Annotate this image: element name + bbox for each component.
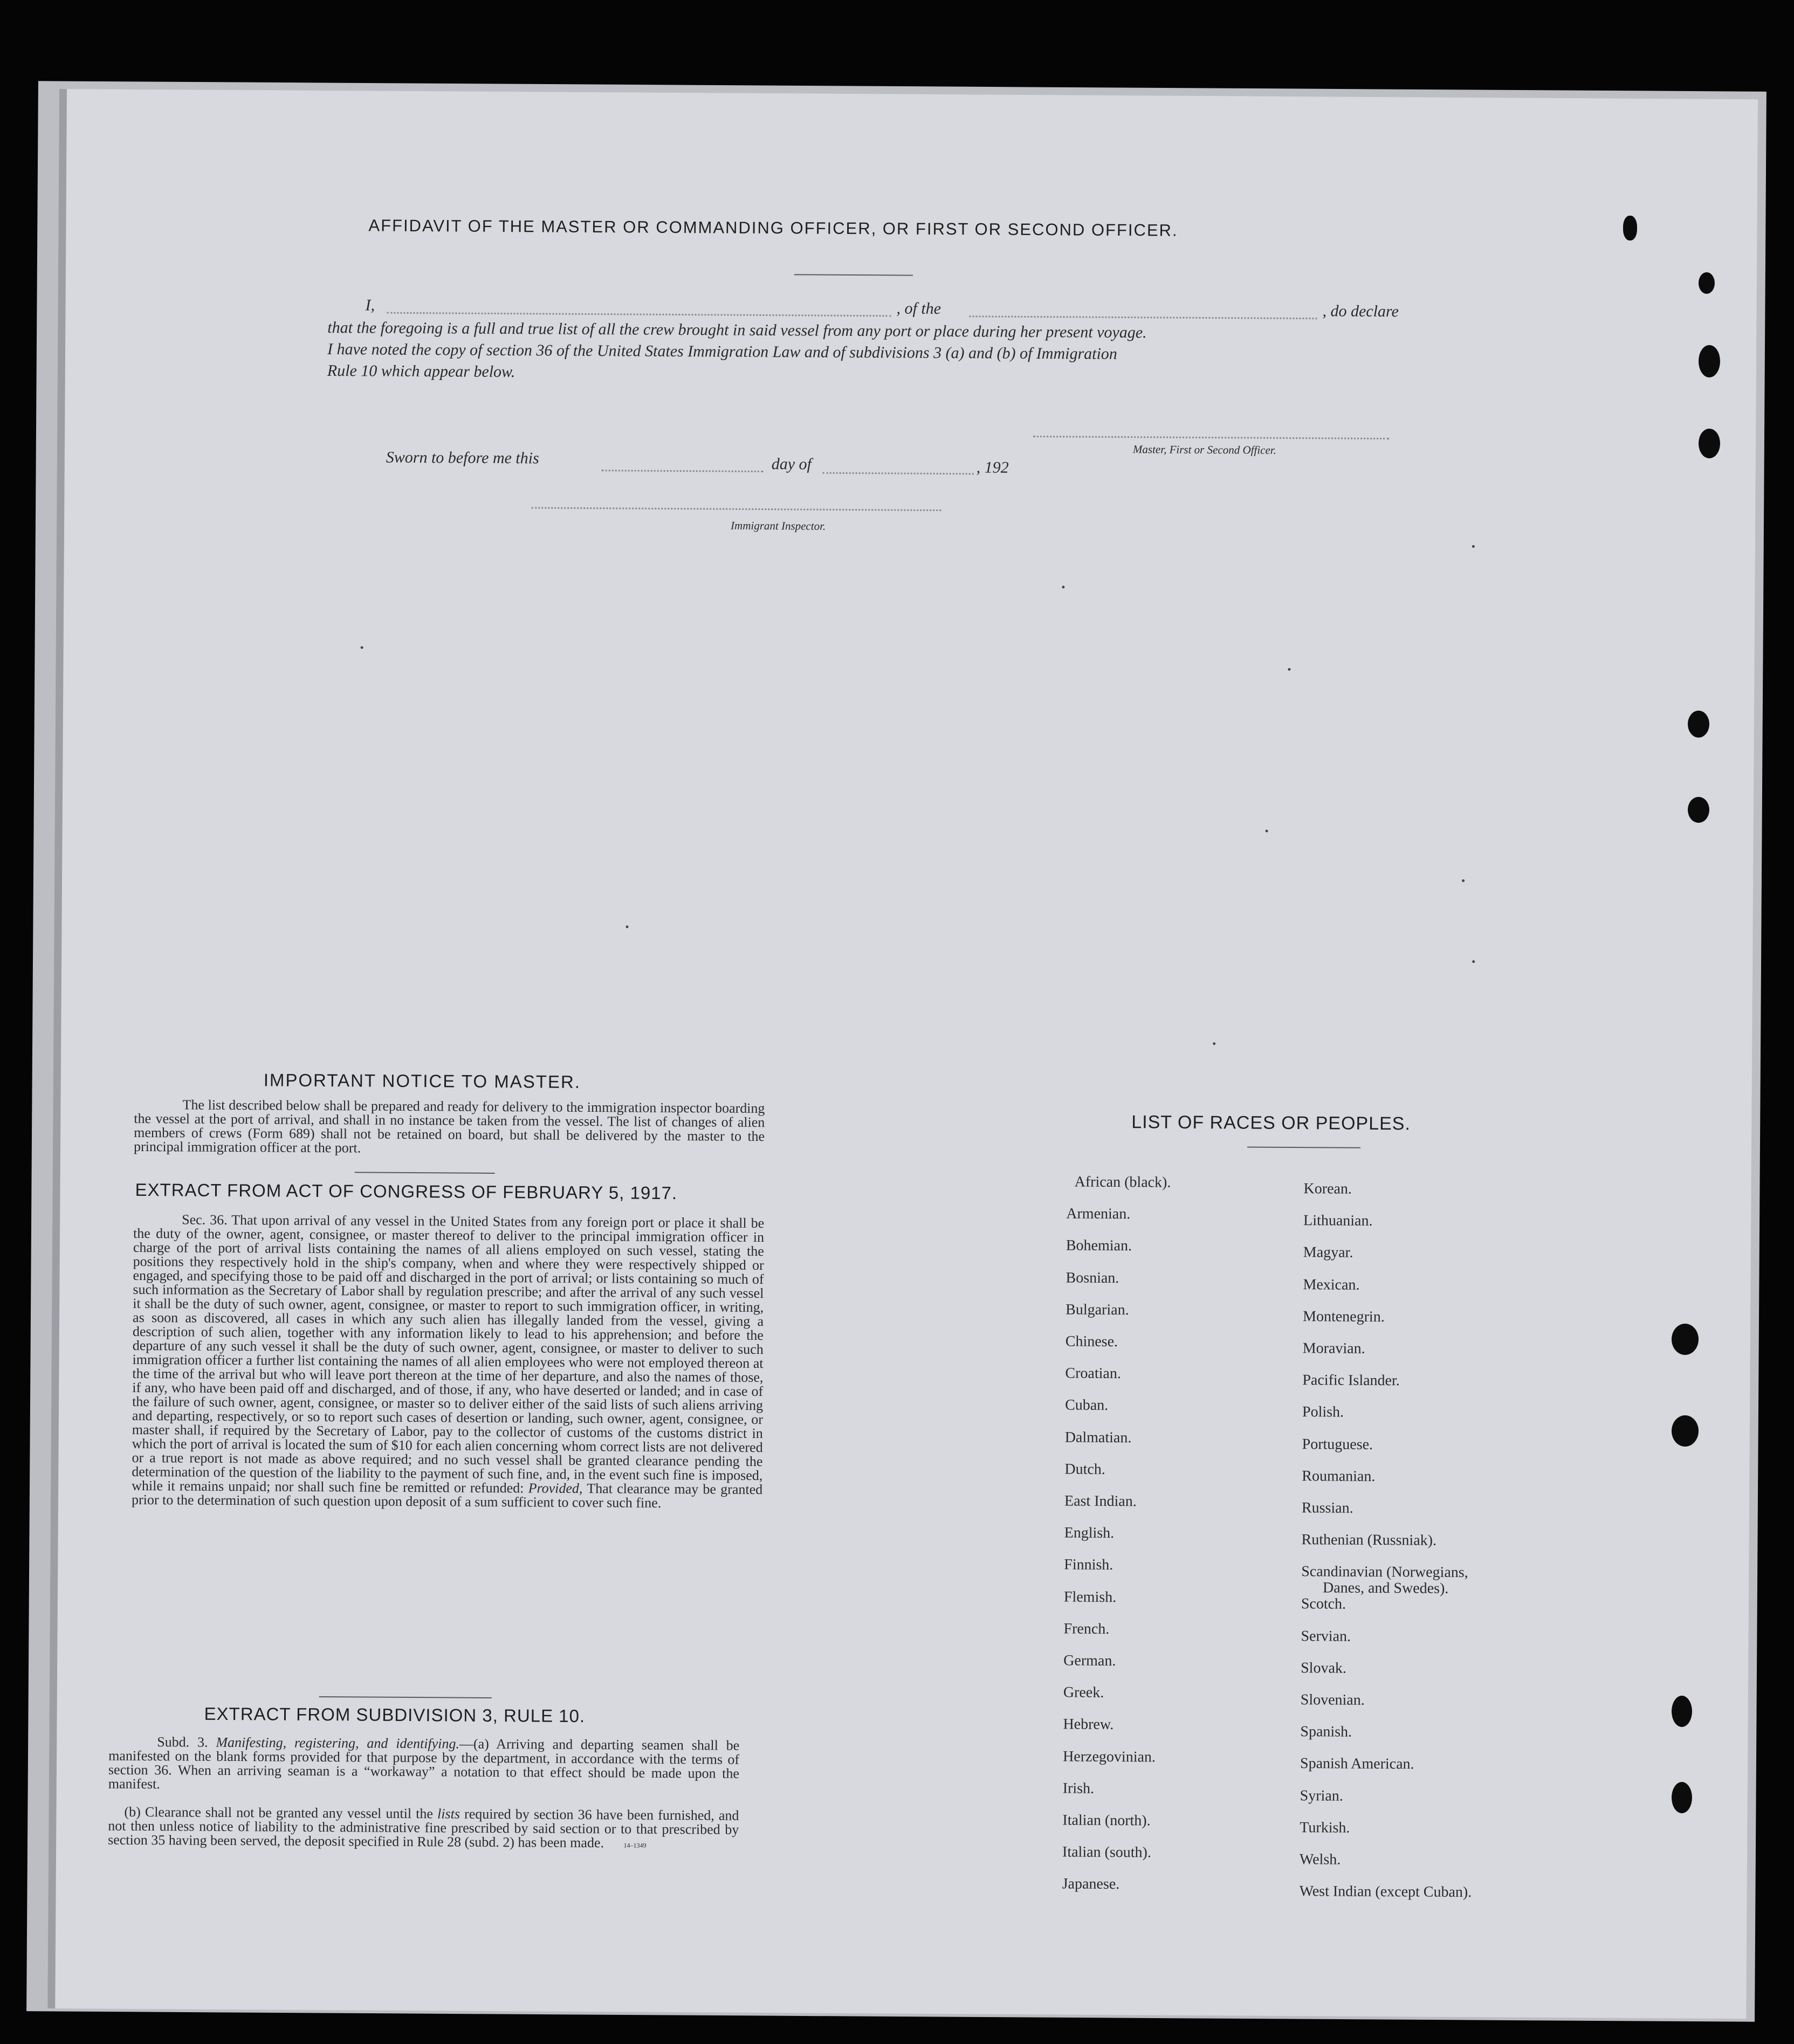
speck: [626, 925, 629, 928]
subdivision-b-text: [108, 1805, 739, 1853]
race-item: Lithuanian.: [1303, 1212, 1373, 1230]
section-36-text: [132, 1213, 764, 1511]
race-item: Polish.: [1302, 1403, 1344, 1421]
speck: [1472, 545, 1475, 548]
punch-hole: [1688, 711, 1709, 738]
race-item: Bosnian.: [1066, 1269, 1119, 1286]
rule-extract-title: EXTRACT FROM SUBDIVISION 3, RULE 10.: [204, 1703, 586, 1726]
declaration-line-2: that the foregoing is a full and true list of all the crew brought in said vessel from any port or place during her present voyage.: [327, 319, 1147, 342]
race-item: Scandinavian (Norwegians,: [1301, 1563, 1468, 1581]
subdivision-a-body: —(a) Arriving and departing seamen shall be manifested on the blank forms provided for that purpose by the department, in accordance with the terms of section 36. When an arriving seaman is a “workaway” a notation to that effect should be made upon the manifest.: [108, 1736, 740, 1792]
race-item: Danes, and Swedes).: [1322, 1579, 1449, 1598]
notice-text: The list described below shall be prepared and ready for delivery to the immigration inspector boarding the vessel at the port of arrival, and shall in no instance be taken from the vessel. The list of changes of alien members of crews (Form 689) shall not be retained on board, but shall be delivered by the master to the principal immigration officer at the port.: [133, 1097, 765, 1156]
subdivision-b-start: (b) Clearance shall not be granted any vessel until the: [124, 1804, 434, 1822]
subdivision-heading: Manifesting, registering, and identifying.: [216, 1734, 460, 1752]
race-item: Finnish.: [1064, 1556, 1113, 1574]
race-item: Syrian.: [1300, 1787, 1343, 1805]
race-item: Turkish.: [1300, 1819, 1350, 1836]
race-item: Servian.: [1301, 1627, 1351, 1645]
notice-title: IMPORTANT NOTICE TO MASTER.: [263, 1070, 581, 1092]
race-item: German.: [1063, 1652, 1116, 1670]
vessel-blank: [969, 315, 1317, 319]
race-item: English.: [1064, 1524, 1115, 1542]
punch-hole: [1699, 272, 1715, 294]
race-item: Chinese.: [1065, 1333, 1118, 1351]
inspector-caption: Immigrant Inspector.: [731, 519, 826, 533]
speck: [1266, 830, 1268, 832]
provided-word: Provided,: [528, 1480, 583, 1496]
race-item: Welsh.: [1299, 1851, 1341, 1868]
race-item: Roumanian.: [1302, 1467, 1376, 1485]
declaration-line-4: Rule 10 which appear below.: [327, 362, 515, 381]
race-item: Moravian.: [1302, 1340, 1365, 1357]
race-item: Irish.: [1062, 1780, 1095, 1797]
punch-hole: [1623, 216, 1637, 240]
day-of-label: day of: [771, 455, 812, 473]
punch-hole: [1672, 1696, 1692, 1727]
declaration-line-1: [365, 294, 375, 316]
do-declare-label: , do declare: [1322, 302, 1399, 321]
act-divider: [319, 1696, 492, 1698]
name-blank: [387, 312, 891, 317]
race-item: Montenegrin.: [1303, 1307, 1385, 1325]
subdivision-a-text: [108, 1735, 740, 1795]
race-item: Dalmatian.: [1064, 1429, 1132, 1446]
of-the-label: , of the: [896, 299, 941, 318]
race-item: East Indian.: [1064, 1492, 1137, 1510]
race-item: Bohemian.: [1066, 1237, 1132, 1255]
race-item: Spanish American.: [1300, 1755, 1414, 1773]
race-item: Portuguese.: [1302, 1435, 1373, 1453]
speck: [1462, 879, 1465, 882]
race-item: Croatian.: [1065, 1365, 1121, 1382]
master-signature-blank: [1033, 436, 1389, 439]
race-item: West Indian (except Cuban).: [1299, 1883, 1472, 1901]
races-divider: [1247, 1146, 1360, 1148]
speck: [1288, 668, 1290, 671]
race-item: French.: [1063, 1620, 1110, 1637]
title-divider: [794, 274, 913, 276]
race-item: Ruthenian (Russniak).: [1301, 1531, 1437, 1549]
form-number: 14–1349: [623, 1841, 647, 1849]
race-item: African (black).: [1074, 1173, 1171, 1191]
race-item: Armenian.: [1066, 1205, 1131, 1223]
punch-hole: [1699, 345, 1720, 377]
master-caption: Master, First or Second Officer.: [1132, 443, 1277, 457]
act-extract-title: EXTRACT FROM ACT OF CONGRESS OF FEBRUARY 5, 1917.: [135, 1179, 678, 1203]
notice-divider: [355, 1172, 495, 1174]
race-item: Slovenian.: [1300, 1691, 1365, 1709]
race-item: Spanish.: [1300, 1723, 1352, 1740]
form-page: [47, 89, 1758, 2019]
race-item: Cuban.: [1065, 1396, 1109, 1414]
race-item: Russian.: [1301, 1499, 1353, 1517]
punch-hole: [1699, 429, 1720, 458]
declaration-line-3: I have noted the copy of section 36 of the United States Immigration Law and of subdivisions 3 (a) and (b) of Immigration: [327, 340, 1117, 363]
month-blank: [823, 472, 974, 475]
year-label: , 192: [976, 458, 1009, 477]
race-item: Bulgarian.: [1066, 1301, 1129, 1318]
speck: [1213, 1042, 1215, 1045]
section-label: Sec. 36.: [182, 1212, 228, 1228]
race-item: Italian (south).: [1062, 1843, 1151, 1861]
punch-hole: [1672, 1415, 1699, 1447]
sworn-label: Sworn to before me this: [386, 448, 539, 467]
lists-word: lists: [437, 1806, 460, 1822]
punch-hole: [1688, 797, 1709, 823]
race-item: Slovak.: [1301, 1659, 1347, 1677]
race-item: Scotch.: [1301, 1595, 1346, 1613]
speck: [1062, 586, 1064, 588]
race-item: Herzegovinian.: [1063, 1748, 1156, 1766]
speck: [1472, 960, 1475, 963]
race-item: Flemish.: [1063, 1588, 1117, 1606]
race-item: Japanese.: [1062, 1875, 1120, 1893]
section-36-end: That clearance may be granted prior to the determination of such question upon deposit of a sum sufficient to cover such fine.: [131, 1481, 763, 1511]
subdivision-label: Subd. 3.: [157, 1734, 208, 1750]
race-item: Hebrew.: [1063, 1716, 1114, 1733]
race-item: Pacific Islander.: [1302, 1372, 1400, 1389]
race-item: Greek.: [1063, 1684, 1104, 1702]
race-item: Magyar.: [1303, 1244, 1353, 1262]
declarant-prefix: I,: [365, 296, 375, 314]
affidavit-title: AFFIDAVIT OF THE MASTER OR COMMANDING OFFICER, OR FIRST OR SECOND OFFICER.: [368, 216, 1178, 240]
inspector-signature-blank: [531, 507, 941, 511]
punch-hole: [1672, 1782, 1692, 1813]
section-36-body: That upon arrival of any vessel in the United States from any foreign port or place it shall be the duty of the owner, agent, consignee, or master thereof to deliver to the principal immigration officer in charge of the port of arrival lists containing the names of all aliens employed on such vessel, stating the positions they respectively hold in the ship's company, when and where they were respectively shipped or engaged, and specifying those to be paid off and discharged in the port of arrival; or lists containing so much of such information as the Secretary of Labor shall by regulation prescribe; and after the arrival of any such vessel it shall be the duty of such owner, agent, consignee, or master to report to such immigration officer, in writing, as soon as discovered, all cases in which any such alien has illegally landed from the vessel, giving a description of such alien, together with any information likely to lead to his apprehension; and before the departure of any such vessel it shall be the duty of such owner, agent, consignee, or master to deliver to such immigration officer a further list containing the names of all alien employees who were not employed thereon at the time of the arrival but who will leave port thereon at the time of her departure, and also the names of those, if any, who have been paid off and discharged, and of those, if any, who have deserted or landed; and in case of the failure of such owner, agent, consignee, or master so to deliver either of the said lists of such aliens arriving and departing, respectively, or so to report such cases of desertion or landing, such owner, agent, consignee, or master shall, if required by the Secretary of Labor, pay to the collector of customs of the customs district in which the port of arrival is located the sum of $10 for each alien concerning whom correct lists are not delivered or a true report is not made as above required; and no such vessel shall be granted clearance pending the determination of the question of the liability to the payment of such fine, and, in the event such fine is imposed, while it remains unpaid; nor shall such fine be remitted or refunded:: [132, 1212, 765, 1496]
race-item: Korean.: [1303, 1180, 1352, 1198]
race-item: Italian (north).: [1062, 1812, 1151, 1829]
race-item: Dutch.: [1064, 1461, 1105, 1478]
speck: [361, 646, 363, 649]
race-item: Mexican.: [1303, 1276, 1360, 1293]
punch-hole: [1672, 1324, 1699, 1355]
subdivision-b-end: required by section 36 have been furnished, and not then unless notice of liability to the administrative fine prescribed by said section or to that prescribed by section 35 having been served, the deposit specified in Rule 28 (subd. 2) has been made.: [108, 1806, 739, 1851]
races-title: LIST OF RACES OR PEOPLES.: [1131, 1112, 1411, 1134]
day-blank: [602, 470, 764, 472]
